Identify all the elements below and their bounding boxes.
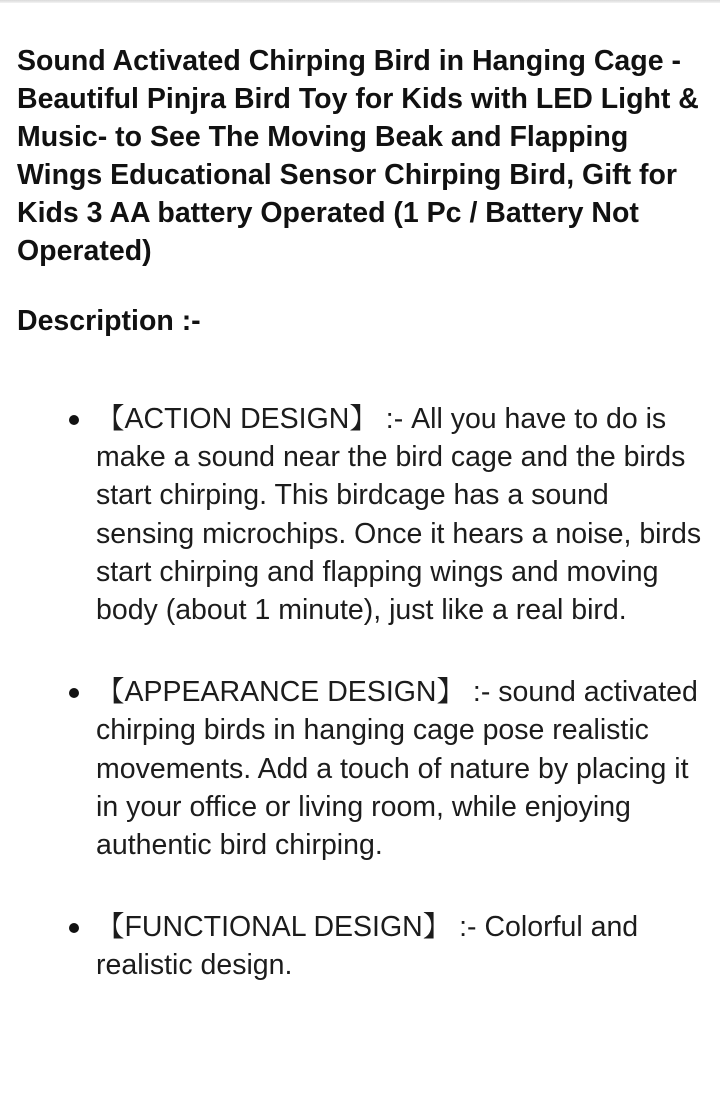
feature-text: 【ACTION DESIGN】 :- All you have to do is make a sound near the bird cage and the birds start chirping. This birdcage has a sound sensing microchips. Once it hears a noise, birds start chirping and flapping wings and moving body (about 1 minute), just like a real bird. <box>96 403 702 627</box>
bullet-icon <box>69 688 79 698</box>
feature-item-functional-design <box>17 908 705 984</box>
top-divider <box>0 0 720 3</box>
feature-list <box>17 400 705 985</box>
product-description-content <box>17 42 705 1029</box>
bullet-icon <box>69 415 79 425</box>
feature-text: 【APPEARANCE DESIGN】 :- sound activated chirping birds in hanging cage pose realistic movements. Add a touch of nature by placing it in your office or living room, while enjoying authentic bird chirping. <box>96 676 698 862</box>
product-title: Sound Activated Chirping Bird in Hanging Cage - Beautiful Pinjra Bird Toy for Kids with LED Light & Music- to See The Moving Beak and Flapping Wings Educational Sensor Chirping Bird, Gift for Kids 3 AA battery Operated (1 Pc / Battery Not Operated) <box>17 45 699 267</box>
feature-item-action-design <box>17 400 705 629</box>
feature-text: 【FUNCTIONAL DESIGN】 :- Colorful and realistic design. <box>96 911 639 982</box>
bullet-icon <box>69 923 79 933</box>
description-heading: Description :- <box>17 305 201 337</box>
feature-item-appearance-design <box>17 673 705 864</box>
